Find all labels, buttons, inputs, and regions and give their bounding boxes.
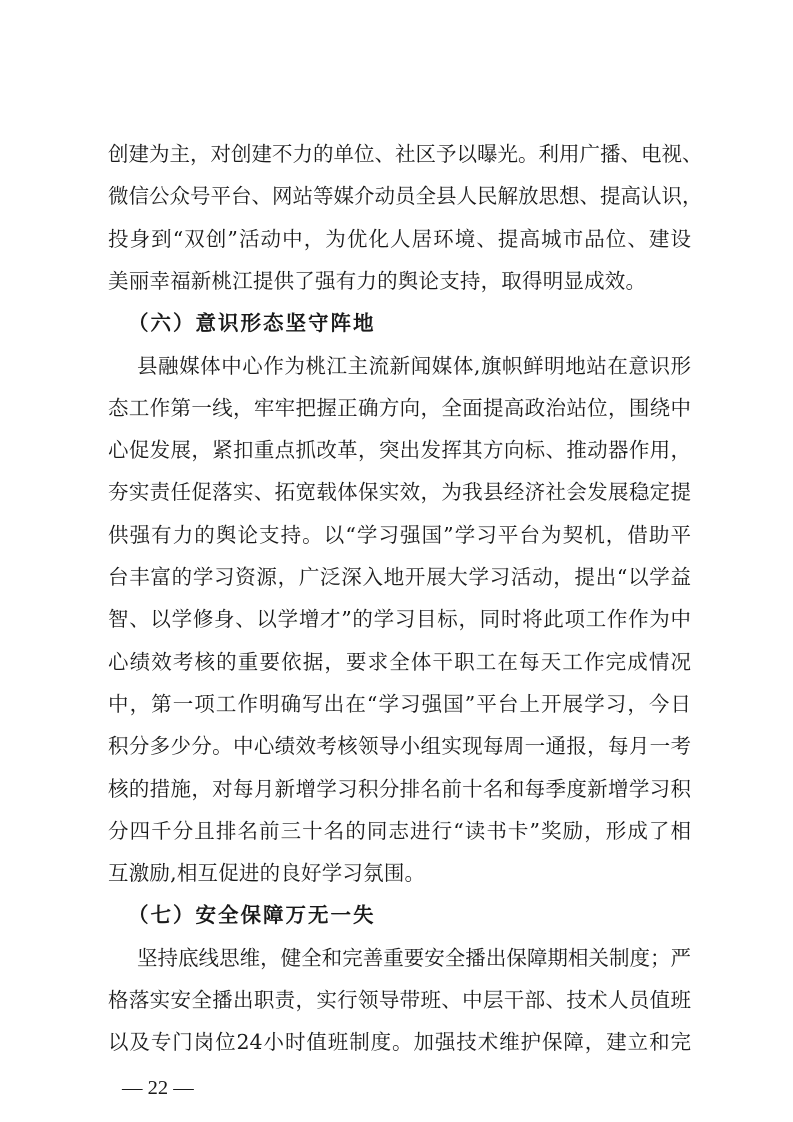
body-line: 供强有力的舆论支持。以“学习强国”学习平台为契机，借助平 xyxy=(108,523,691,547)
body-line: 心绩效考核的重要依据，要求全体干职工在每天工作完成情况 xyxy=(108,650,691,674)
body-line: 核的措施，对每月新增学习积分排名前十名和每季度新增学习积 xyxy=(108,777,691,801)
body-line: 心促发展，紧扣重点抓改革，突出发挥其方向标、推动器作用， xyxy=(108,438,691,462)
body-line: 智、以学修身、以学增才”的学习目标，同时将此项工作作为中 xyxy=(108,607,691,631)
body-line: 台丰富的学习资源，广泛深入地开展大学习活动，提出“以学益 xyxy=(108,565,691,589)
body-line: 以及专门岗位24小时值班制度。加强技术维护保障，建立和完 xyxy=(108,1030,691,1054)
body-line: 中，第一项工作明确写出在“学习强国”平台上开展学习，今日 xyxy=(108,692,691,716)
body-line: 格落实安全播出职责，实行领导带班、中层干部、技术人员值班 xyxy=(108,988,691,1012)
body-line: 态工作第一线，牢牢把握正确方向，全面提高政治站位，围绕中 xyxy=(108,396,691,420)
body-line: 互激励,相互促进的良好学习氛围。 xyxy=(108,861,426,885)
body-line: 美丽幸福新桃江提供了强有力的舆论支持，取得明显成效。 xyxy=(108,269,647,293)
body-line: 夯实责任促落实、拓宽载体保实效，为我县经济社会发展稳定提 xyxy=(108,480,691,504)
body-line: 坚持底线思维，健全和完善重要安全播出保障期相关制度；严 xyxy=(137,946,691,970)
section-heading-7: （七）安全保障万无一失 xyxy=(128,903,376,927)
body-line: 创建为主，对创建不力的单位、社区予以曝光。利用广播、电视、 xyxy=(108,142,703,166)
page-number: — 22 — xyxy=(122,1077,194,1099)
body-line: 微信公众号平台、网站等媒介动员全县人民解放思想、提高认识， xyxy=(108,184,703,208)
body-line: 积分多少分。中心绩效考核领导小组实现每周一通报，每月一考 xyxy=(108,734,691,758)
body-line: 投身到“双创”活动中，为优化人居环境、提高城市品位、建设 xyxy=(108,227,691,251)
section-heading-6: （六）意识形态坚守阵地 xyxy=(128,311,376,335)
body-line: 分四千分且排名前三十名的同志进行“读书卡”奖励，形成了相 xyxy=(108,819,691,843)
body-line: 县融媒体中心作为桃江主流新闻媒体,旗帜鲜明地站在意识形 xyxy=(137,354,691,378)
